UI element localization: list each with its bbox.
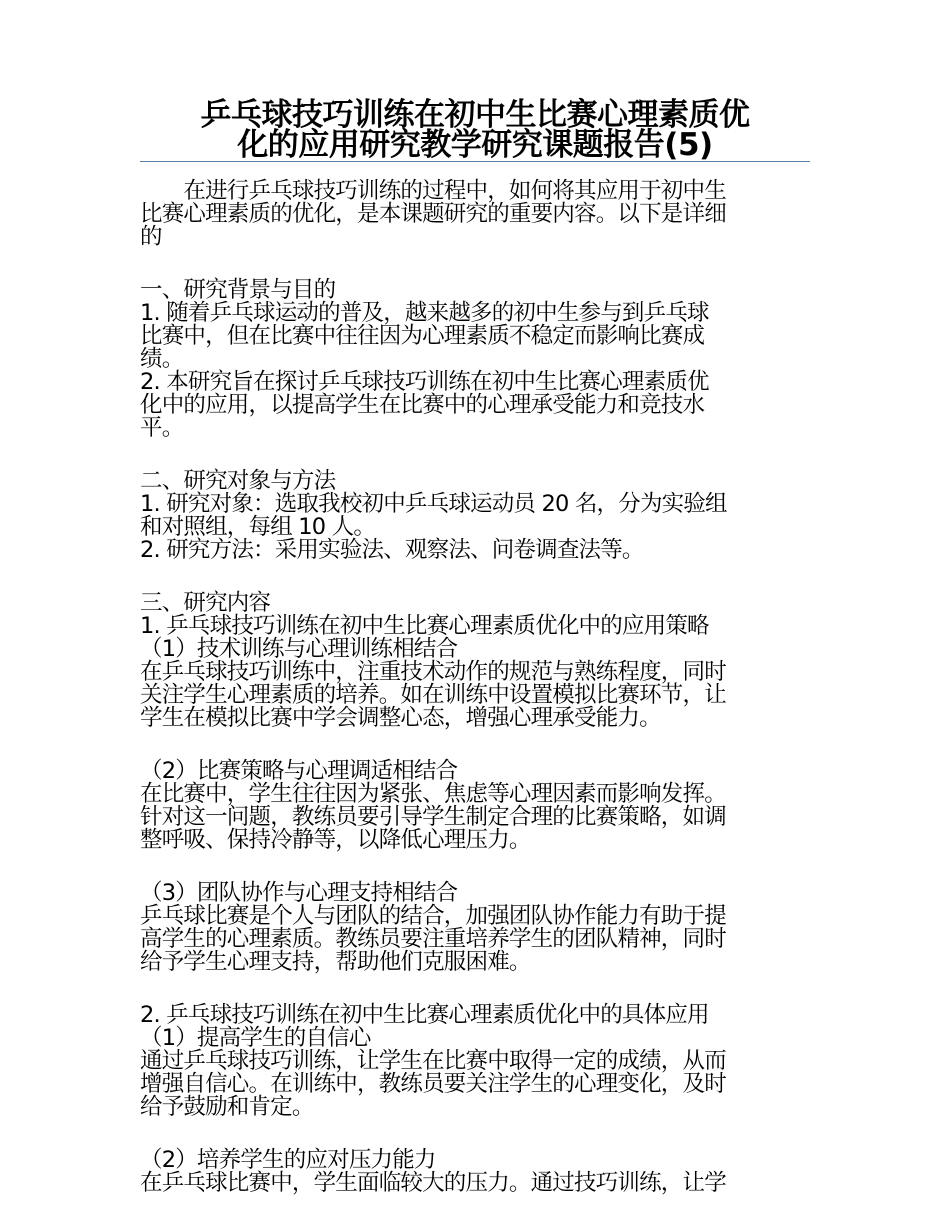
paragraph-line: 整呼吸、保持冷静等，以降低心理压力。	[140, 827, 531, 853]
paragraph-line: 通过乒乓球技巧训练，让学生在比赛中取得一定的成绩，从而	[140, 1048, 726, 1074]
document-title	[140, 97, 810, 163]
paragraph-line: 在进行乒乓球技巧训练的过程中，如何将其应用于初中生	[140, 178, 726, 204]
paragraph-line: 乒乓球比赛是个人与团队的结合，加强团队协作能力有助于提	[140, 903, 726, 929]
document-body	[140, 180, 812, 1195]
paragraph-line: 平。	[140, 415, 184, 441]
paragraph-line: 给予鼓励和肯定。	[140, 1094, 314, 1120]
subsection-heading: 1. 乒乓球技巧训练在初中生比赛心理素质优化中的应用策略	[140, 613, 709, 639]
paragraph-line: 比赛中，但在比赛中往往因为心理素质不稳定而影响比赛成	[140, 323, 705, 349]
paragraph-line: 比赛心理素质的优化，是本课题研究的重要内容。以下是详细	[140, 201, 726, 227]
paragraph-line: 高学生的心理素质。教练员要注重培养学生的团队精神，同时	[140, 926, 726, 952]
paragraph-line: 1. 随着乒乓球运动的普及，越来越多的初中生参与到乒乓球	[140, 300, 709, 326]
subsection-heading: （1）提高学生的自信心	[140, 1025, 371, 1051]
subsection-heading: （1）技术训练与心理训练相结合	[140, 636, 458, 662]
paragraph-line: 化中的应用，以提高学生在比赛中的心理承受能力和竞技水	[140, 392, 705, 418]
subsection-heading: （2）培养学生的应对压力能力	[140, 1147, 436, 1173]
paragraph-line: 绩。	[140, 346, 184, 372]
paragraph-line: 在乒乓球技巧训练中，注重技术动作的规范与熟练程度，同时	[140, 659, 726, 685]
paragraph-line: 2. 本研究旨在探讨乒乓球技巧训练在初中生比赛心理素质优	[140, 369, 709, 395]
paragraph-line: 1. 研究对象：选取我校初中乒乓球运动员 20 名，分为实验组	[140, 491, 727, 517]
paragraph-line: 针对这一问题，教练员要引导学生制定合理的比赛策略，如调	[140, 804, 726, 830]
paragraph-line: 和对照组，每组 10 人。	[140, 514, 376, 540]
paragraph-line: 给予学生心理支持，帮助他们克服困难。	[140, 949, 531, 975]
subsection-heading: （3）团队协作与心理支持相结合	[140, 880, 458, 906]
paragraph-line: 增强自信心。在训练中，教练员要关注学生的心理变化，及时	[140, 1071, 726, 1097]
subsection-heading: 2. 乒乓球技巧训练在初中生比赛心理素质优化中的具体应用	[140, 1002, 709, 1028]
section-heading: 一、研究背景与目的	[140, 277, 336, 303]
paragraph-line: 的	[140, 224, 162, 250]
title-underline	[140, 161, 810, 162]
title-line-1: 乒乓球技巧训练在初中生比赛心理素质优	[200, 97, 750, 133]
paragraph-line: 学生在模拟比赛中学会调整心态，增强心理承受能力。	[140, 705, 661, 731]
paragraph-line: 2. 研究方法：采用实验法、观察法、问卷调查法等。	[140, 537, 644, 563]
paragraph-line: 关注学生心理素质的培养。如在训练中设置模拟比赛环节，让	[140, 682, 726, 708]
title-line-2: 化的应用研究教学研究课题报告(5)	[237, 127, 713, 163]
paragraph-line: 在乒乓球比赛中，学生面临较大的压力。通过技巧训练，让学	[140, 1170, 726, 1196]
section-heading: 三、研究内容	[140, 590, 271, 616]
subsection-heading: （2）比赛策略与心理调适相结合	[140, 758, 458, 784]
paragraph-line: 在比赛中，学生往往因为紧张、焦虑等心理因素而影响发挥。	[140, 781, 726, 807]
section-heading: 二、研究对象与方法	[140, 468, 336, 494]
